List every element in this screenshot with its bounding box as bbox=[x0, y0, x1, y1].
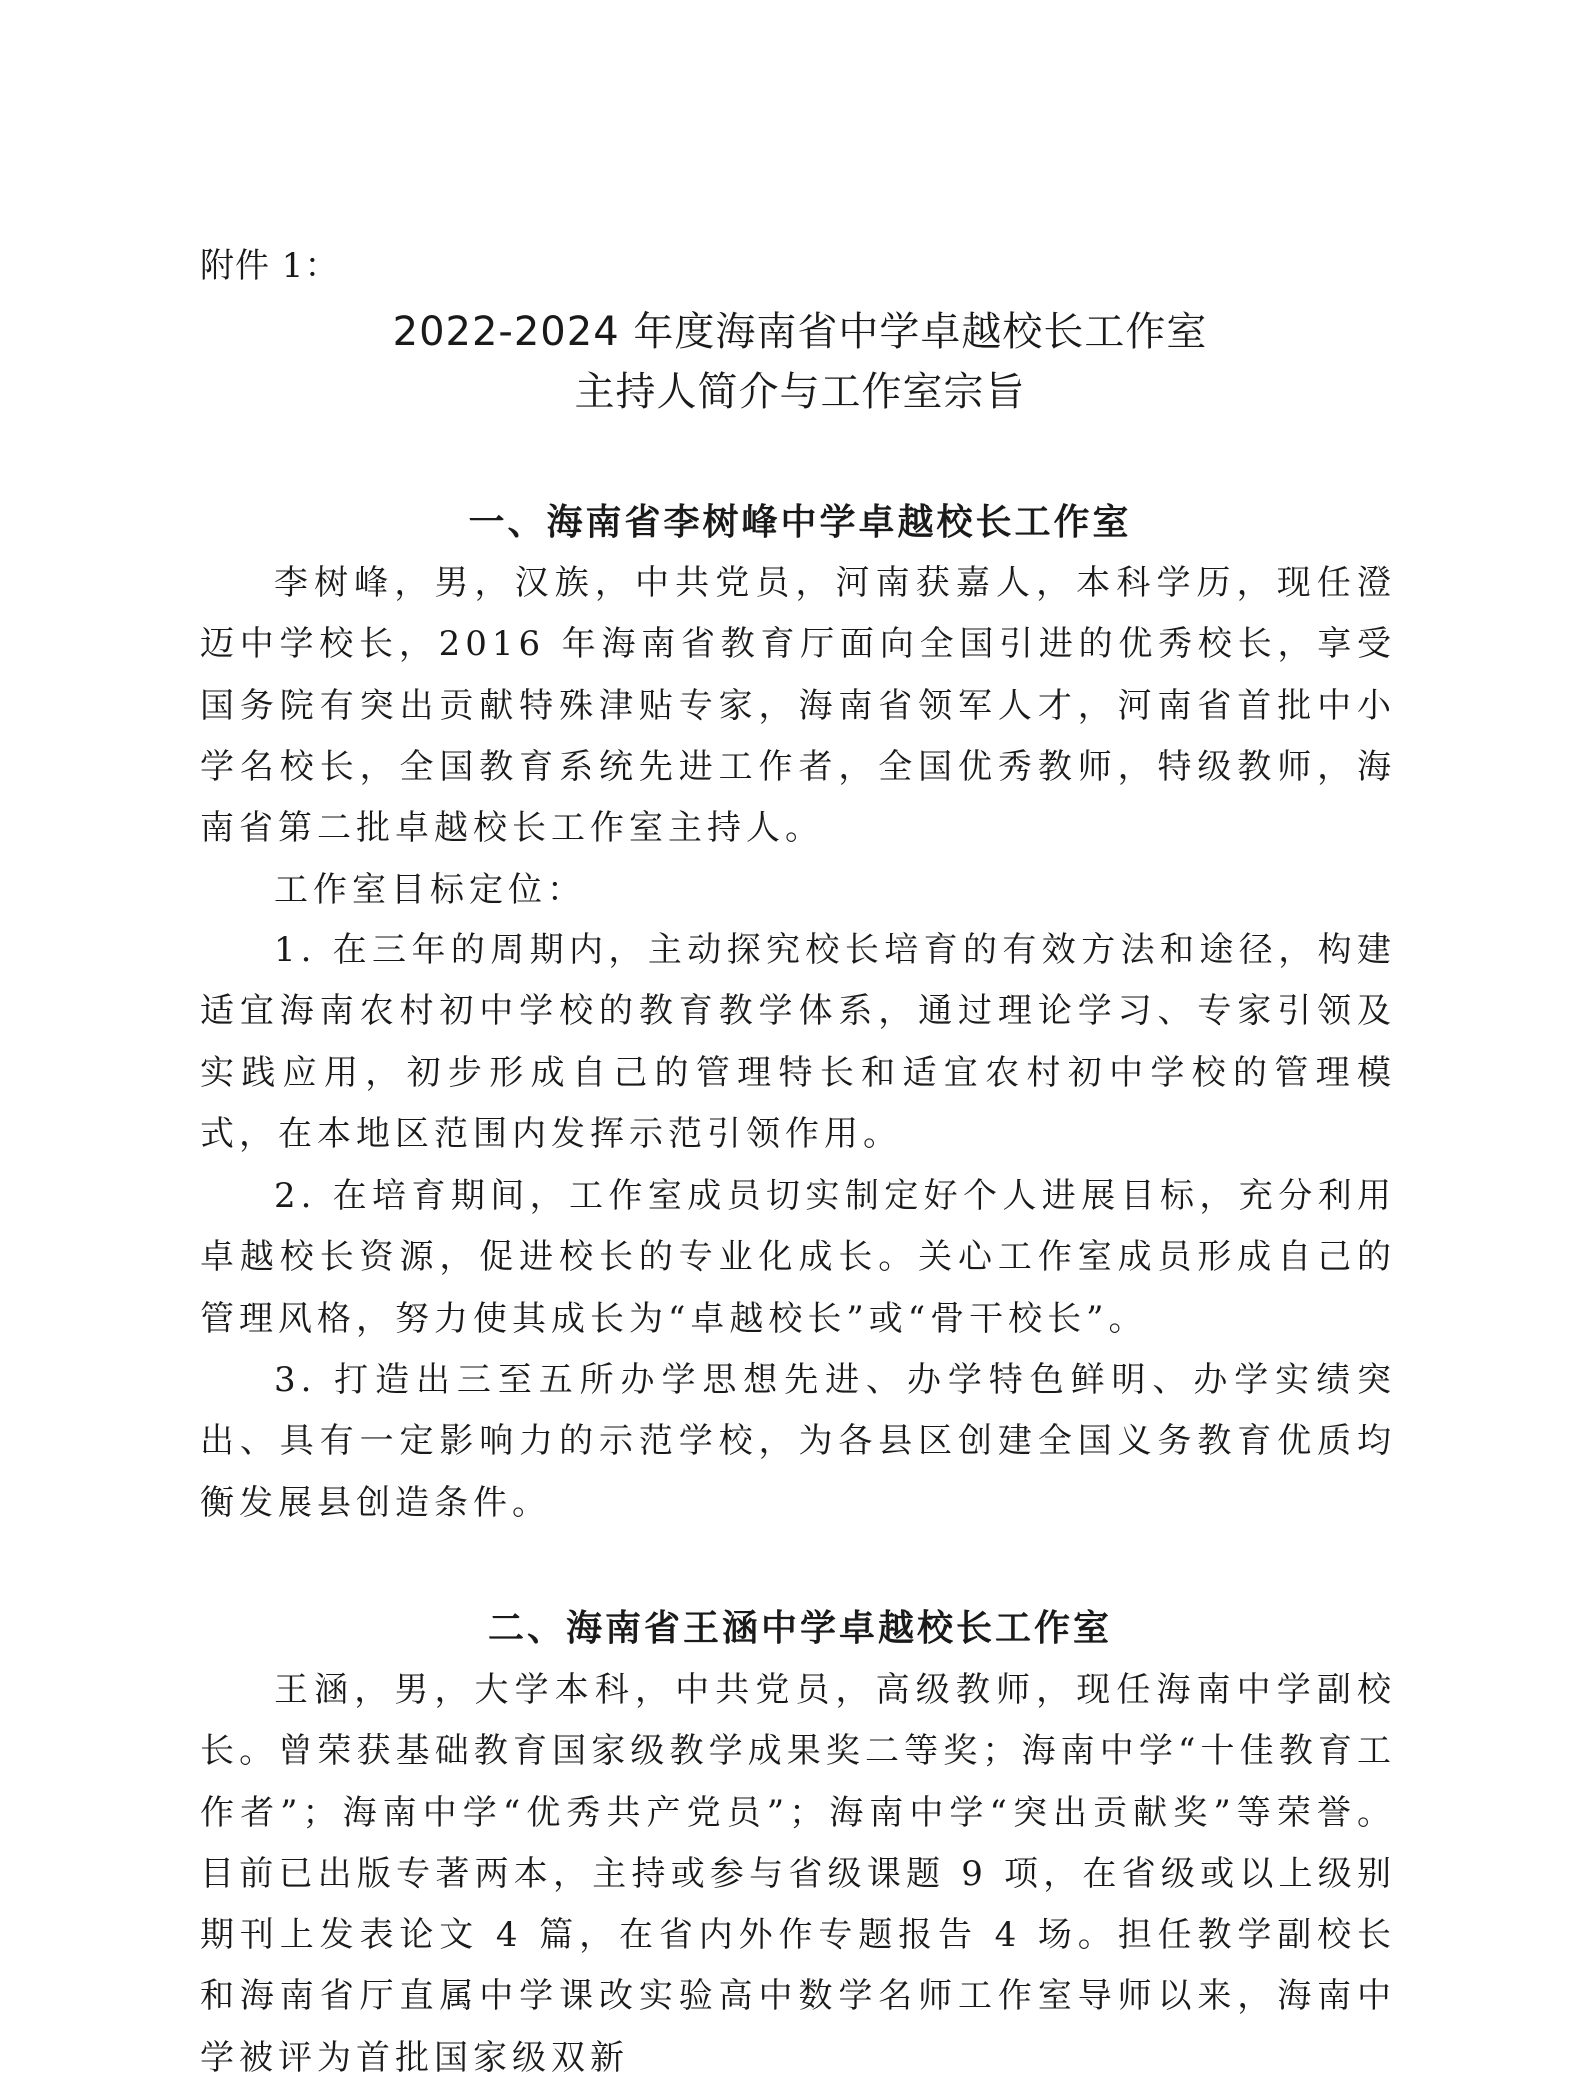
section-1-goals-label: 工作室目标定位： bbox=[274, 870, 586, 910]
section-2-intro-paragraph: 王涵，男，大学本科，中共党员，高级教师，现任海南中学副校长。曾荣获基础教育国家级教学成果奖二等奖；海南中学“十佳教育工作者”；海南中学“优秀共产党员”；海南中学“突出贡献奖”等荣誉。目前已出版专著两本，主持或参与省级课题 9 项，在省级或以上级别期刊上发表论文 4 篇，在省内外作专题报告 4 场。担任教学副校长和海南省厅直属中学课改实验高中数学名师工作室导师以来，海南中学被评为首批国家级双新 bbox=[200, 1670, 1396, 2078]
section-1-goal-1: 1. 在三年的周期内，主动探究校长培育的有效方法和途径，构建适宜海南农村初中学校的教育教学体系，通过理论学习、专家引领及实践应用，初步形成自己的管理特长和适宜农村初中学校的管理模式，在本地区范围内发挥示范引领作用。 bbox=[200, 930, 1396, 1154]
document-title-line-2: 主持人简介与工作室宗旨 bbox=[574, 369, 1026, 415]
attachment-label: 附件 1： bbox=[200, 246, 340, 286]
section-1-heading: 一、海南省李树峰中学卓越校长工作室 bbox=[468, 501, 1132, 543]
document-title-line-1: 2022-2024 年度海南省中学卓越校长工作室 bbox=[392, 309, 1208, 355]
section-1-goal-3: 3. 打造出三至五所办学思想先进、办学特色鲜明、办学实绩突出、具有一定影响力的示范学校，为各县区创建全国义务教育优质均衡发展县创造条件。 bbox=[200, 1360, 1396, 1523]
section-1-intro-paragraph: 李树峰，男，汉族，中共党员，河南获嘉人，本科学历，现任澄迈中学校长，2016 年海南省教育厅面向全国引进的优秀校长，享受国务院有突出贡献特殊津贴专家，海南省领军人才，河南省首批中小学名校长，全国教育系统先进工作者，全国优秀教师，特级教师，海南省第二批卓越校长工作室主持人。 bbox=[200, 563, 1396, 849]
section-1-goal-2: 2. 在培育期间，工作室成员切实制定好个人进展目标，充分利用卓越校长资源，促进校长的专业化成长。关心工作室成员形成自己的管理风格，努力使其成长为“卓越校长”或“骨干校长”。 bbox=[200, 1176, 1396, 1339]
section-2-heading: 二、海南省王涵中学卓越校长工作室 bbox=[487, 1607, 1112, 1649]
